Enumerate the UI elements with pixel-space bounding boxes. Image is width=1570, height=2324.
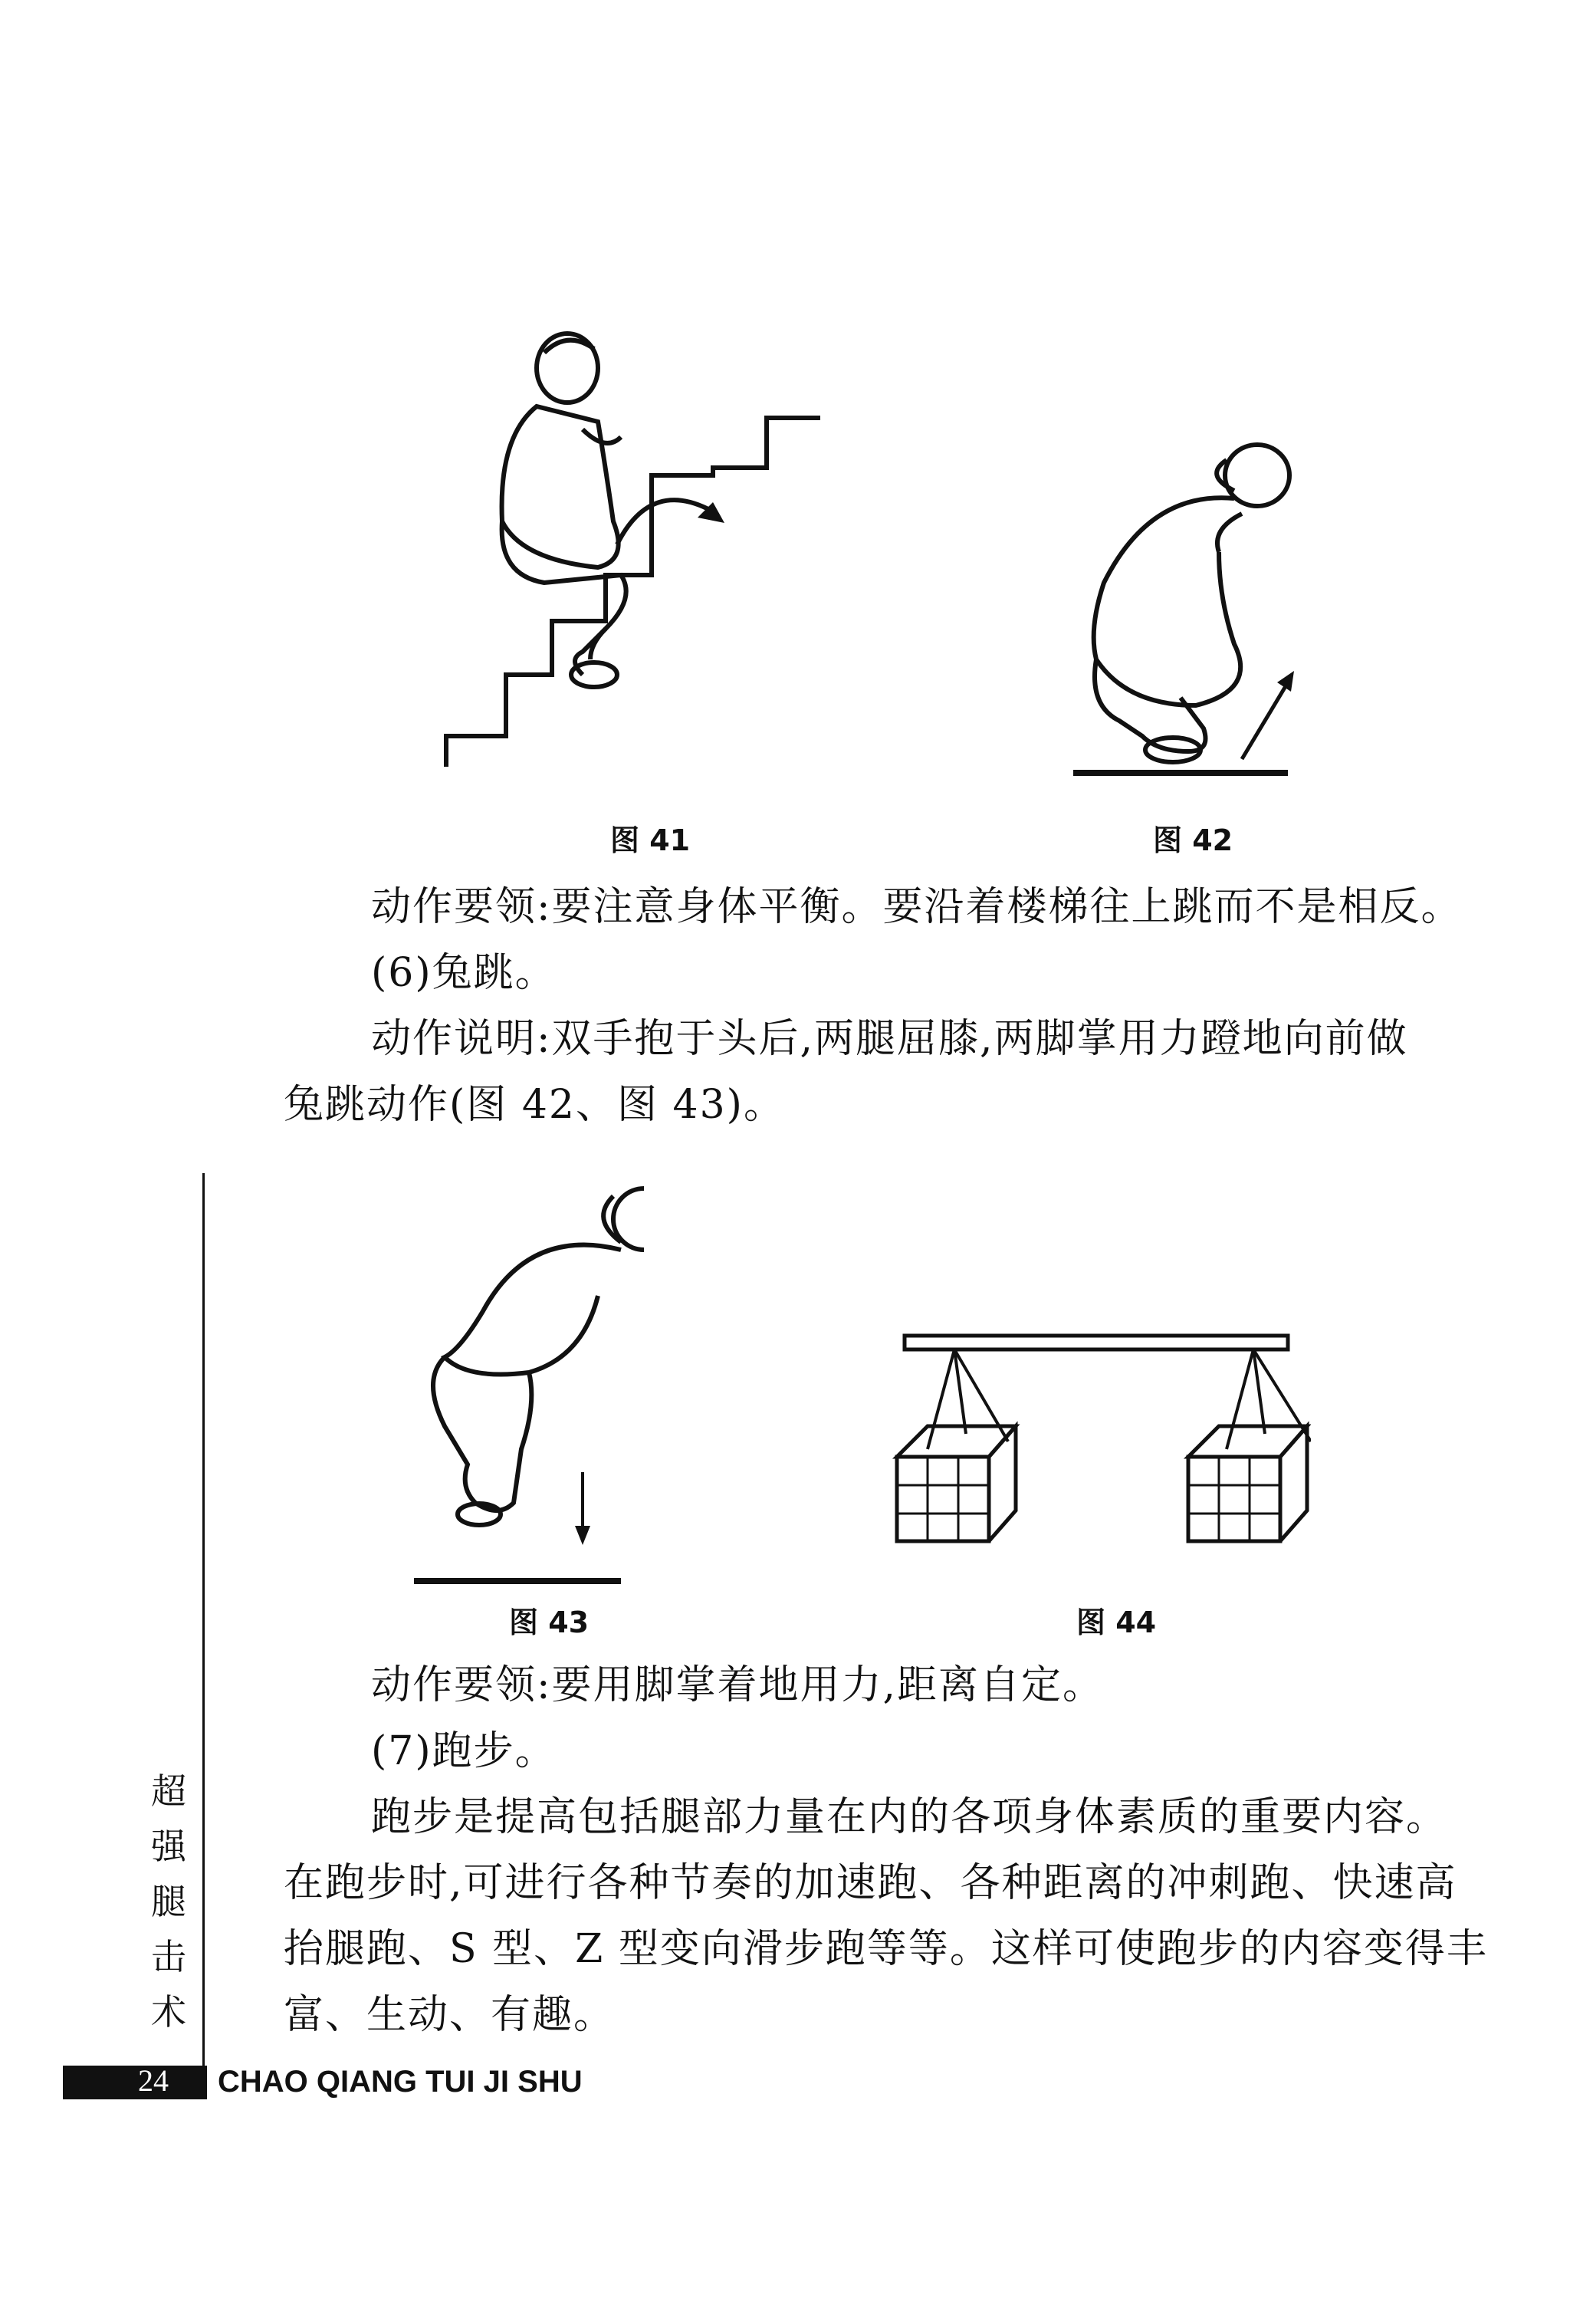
sidebar-char: 术 (151, 1991, 186, 2033)
sidebar-char: 击 (151, 1936, 186, 1977)
paragraph-rabbit-jump-desc-line2: 兔跳动作(图 42、图 43)。 (284, 1082, 785, 1128)
paragraph-running-line4: 富、生动、有趣。 (284, 1992, 616, 2038)
sidebar-rule (202, 1173, 205, 2070)
paragraph-rabbit-jump-key-points: 动作要领:要用脚掌着地用力,距离自定。 (371, 1662, 1105, 1708)
paragraph-running-line2: 在跑步时,可进行各种节奏的加速跑、各种距离的冲刺跑、快速高 (284, 1860, 1457, 1906)
figure-41-caption: 图 41 (610, 823, 691, 857)
sidebar-char: 腿 (151, 1881, 186, 1922)
figure-42-caption: 图 42 (1153, 823, 1233, 857)
paragraph-rabbit-jump-desc-line1: 动作说明:双手抱于头后,两腿屈膝,两脚掌用力蹬地向前做 (371, 1016, 1408, 1062)
sidebar-char: 超 (151, 1770, 186, 1812)
heading-running: (7)跑步。 (371, 1728, 557, 1774)
page-number: 24 (138, 2063, 169, 2098)
paragraph-running-line3: 抬腿跑、S 型、Z 型变向滑步跑等等。这样可使跑步的内容变得丰 (284, 1926, 1488, 1972)
figure-43-caption: 图 43 (509, 1606, 590, 1639)
heading-rabbit-jump: (6)兔跳。 (371, 950, 557, 996)
footer-bar (63, 2066, 207, 2099)
paragraph-fig41-key-points: 动作要领:要注意身体平衡。要沿着楼梯往上跳而不是相反。 (371, 884, 1463, 930)
figure-44-illustration (874, 1326, 1311, 1556)
sidebar-char: 强 (151, 1826, 186, 1867)
footer-book-title: CHAO QIANG TUI JI SHU (218, 2065, 583, 2099)
figure-42-illustration (1058, 429, 1303, 782)
figure-44-caption: 图 44 (1076, 1606, 1157, 1639)
sidebar-book-title (146, 1764, 192, 2040)
paragraph-running-line1: 跑步是提高包括腿部力量在内的各项身体素质的重要内容。 (371, 1794, 1448, 1840)
figure-43-illustration (414, 1173, 644, 1602)
figure-41-illustration (429, 322, 843, 782)
